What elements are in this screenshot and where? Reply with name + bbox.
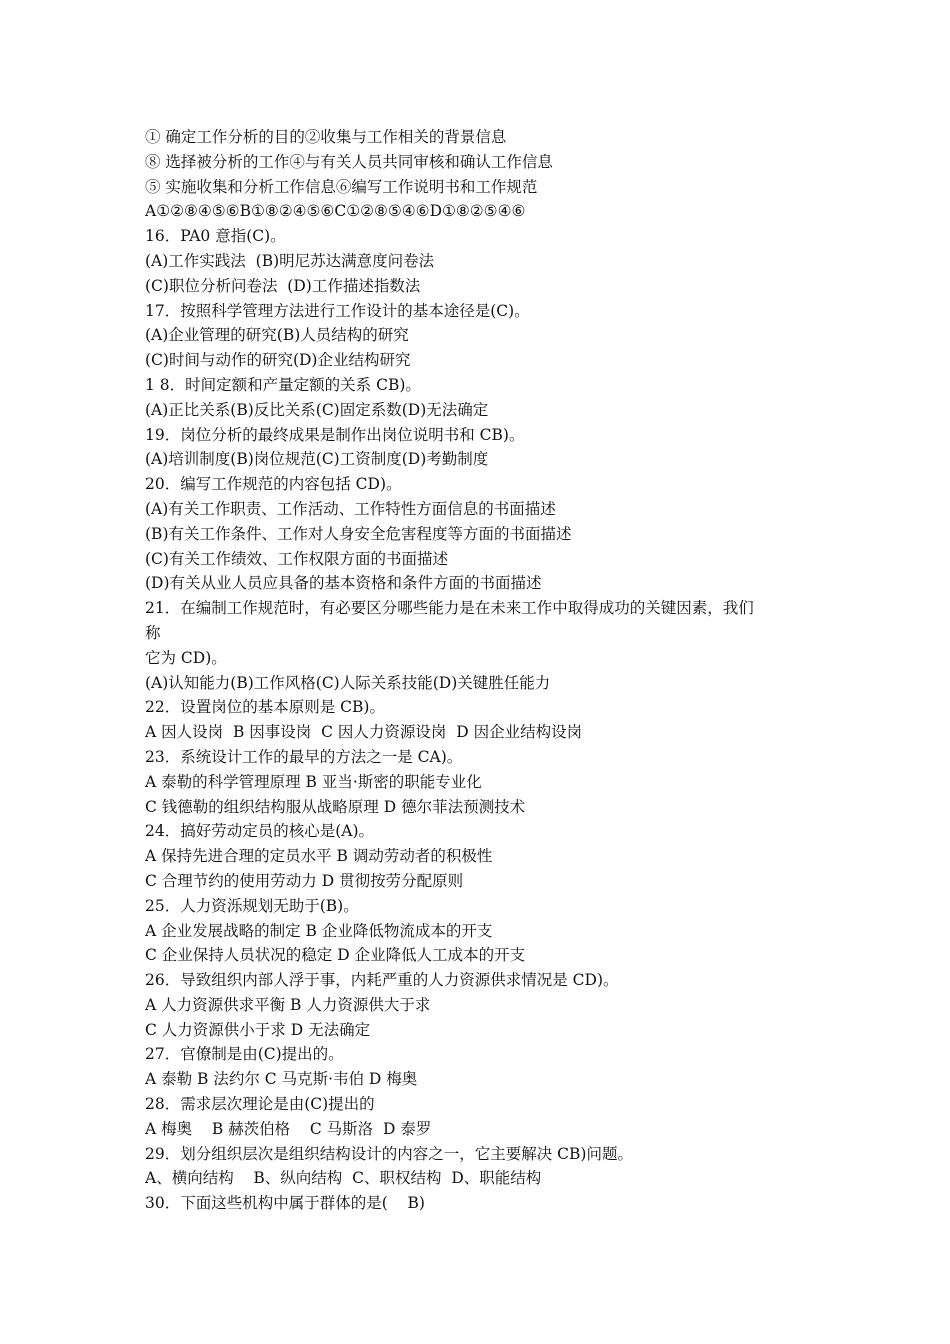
text-line: (A)认知能力(B)工作风格(C)人际关系技能(D)关键胜任能力 (145, 673, 551, 692)
text-line: (C)职位分析问卷法 (D)工作描述指数法 (145, 276, 421, 295)
text-line: C 钱德勒的组织结构服从战略原理 D 德尔菲法预测技术 (145, 797, 526, 816)
text-line: (A)企业管理的研究(B)人员结构的研究 (145, 326, 409, 345)
question-25: 25．人力资泺规划无助于(B)。 (145, 896, 359, 915)
text-line: 称 (145, 623, 161, 642)
text-line: C 企业保持人员状况的稳定 D 企业降低人工成本的开支 (145, 946, 526, 965)
text-line: A 梅奥 B 赫茨伯格 C 马斯洛 D 泰罗 (145, 1119, 432, 1138)
question-30: 30．下面这些机构中属于群体的是( B) (145, 1194, 425, 1213)
text-line: ⑧ 选择被分析的工作④与有关人员共同审核和确认工作信息 (145, 152, 553, 171)
text-line: A 泰勒的科学管理原理 B 亚当·斯密的职能专业化 (145, 772, 482, 791)
text-line: A 保持先进合理的定员水平 B 调动劳动者的积极性 (145, 847, 493, 866)
text-line: (D)有关从业人员应具备的基本资格和条件方面的书面描述 (145, 574, 542, 593)
text-line: (C)有关工作绩效、工作权限方面的书面描述 (145, 549, 448, 568)
text-line: (C)时间与动作的研究(D)企业结构研究 (145, 351, 411, 370)
question-19: 19．岗位分析的最终成果是制作出岗位说明书和 CB)。 (145, 425, 525, 444)
question-16: 16．PA0 意指(C)。 (145, 227, 286, 246)
text-line: C 人力资源供小于求 D 无法确定 (145, 1020, 371, 1039)
text-line: (B)有关工作条件、工作对人身安全危害程度等方面的书面描述 (145, 524, 572, 543)
text-line: 它为 CD)。 (145, 648, 227, 667)
question-23: 23．系统设计工作的最早的方法之一是 CA)。 (145, 747, 463, 766)
question-21: 21．在编制工作规范时，有必要区分哪些能力是在未来工作中取得成功的关键因素，我们 (145, 599, 754, 618)
text-line: (A)工作实践法 (B)明尼苏达满意度问卷法 (145, 251, 435, 270)
text-line: (A)正比关系(B)反比关系(C)固定系数(D)无法确定 (145, 400, 489, 419)
question-29: 29．划分组织层次是组织结构设计的内容之一，它主要解决 CB)问题。 (145, 1144, 633, 1163)
question-24: 24．搞好劳动定员的核心是(A)。 (145, 822, 375, 841)
text-line: A 企业发展战略的制定 B 企业降低物流成本的开支 (145, 921, 493, 940)
text-line: A①②⑧④⑤⑥B①⑧②④⑤⑥C①②⑧⑤④⑥D①⑧②⑤④⑥ (145, 202, 526, 221)
text-line: (A)培训制度(B)岗位规范(C)工资制度(D)考勤制度 (145, 450, 489, 469)
text-line: A 人力资源供求平衡 B 人力资源供大于求 (145, 995, 431, 1014)
question-28: 28．需求层次理论是由(C)提出的 (145, 1095, 375, 1114)
question-17: 17．按照科学管理方法进行工作设计的基本途径是(C)。 (145, 301, 530, 320)
text-line: C 合理节约的使用劳动力 D 贯彻按劳分配原则 (145, 871, 464, 890)
question-27: 27．官僚制是由(C)提出的。 (145, 1045, 344, 1064)
document-page (145, 125, 825, 1216)
text-line: A 因人设岗 B 因事设岗 C 因人力资源设岗 D 因企业结构设岗 (145, 723, 583, 742)
text-line: A 泰勒 B 法约尔 C 马克斯·韦伯 D 梅奥 (145, 1070, 418, 1089)
question-20: 20．编写工作规范的内容包括 CD)。 (145, 475, 402, 494)
question-18: 1 8．时间定额和产量定额的关系 CB)。 (145, 375, 421, 394)
text-line: ① 确定工作分析的目的②收集与工作相关的背景信息 (145, 128, 507, 146)
question-22: 22．设置岗位的基本原则是 CB)。 (145, 698, 385, 717)
text-line: A、横向结构 B、纵向结构 C、职权结构 D、职能结构 (145, 1169, 542, 1188)
text-line: ⑤ 实施收集和分析工作信息⑥编写工作说明书和工作规范 (145, 177, 538, 196)
text-line: (A)有关工作职责、工作活动、工作特性方面信息的书面描述 (145, 499, 556, 518)
question-26: 26．导致组织内部人浮于事，内耗严重的人力资源供求情况是 CD)。 (145, 971, 619, 990)
